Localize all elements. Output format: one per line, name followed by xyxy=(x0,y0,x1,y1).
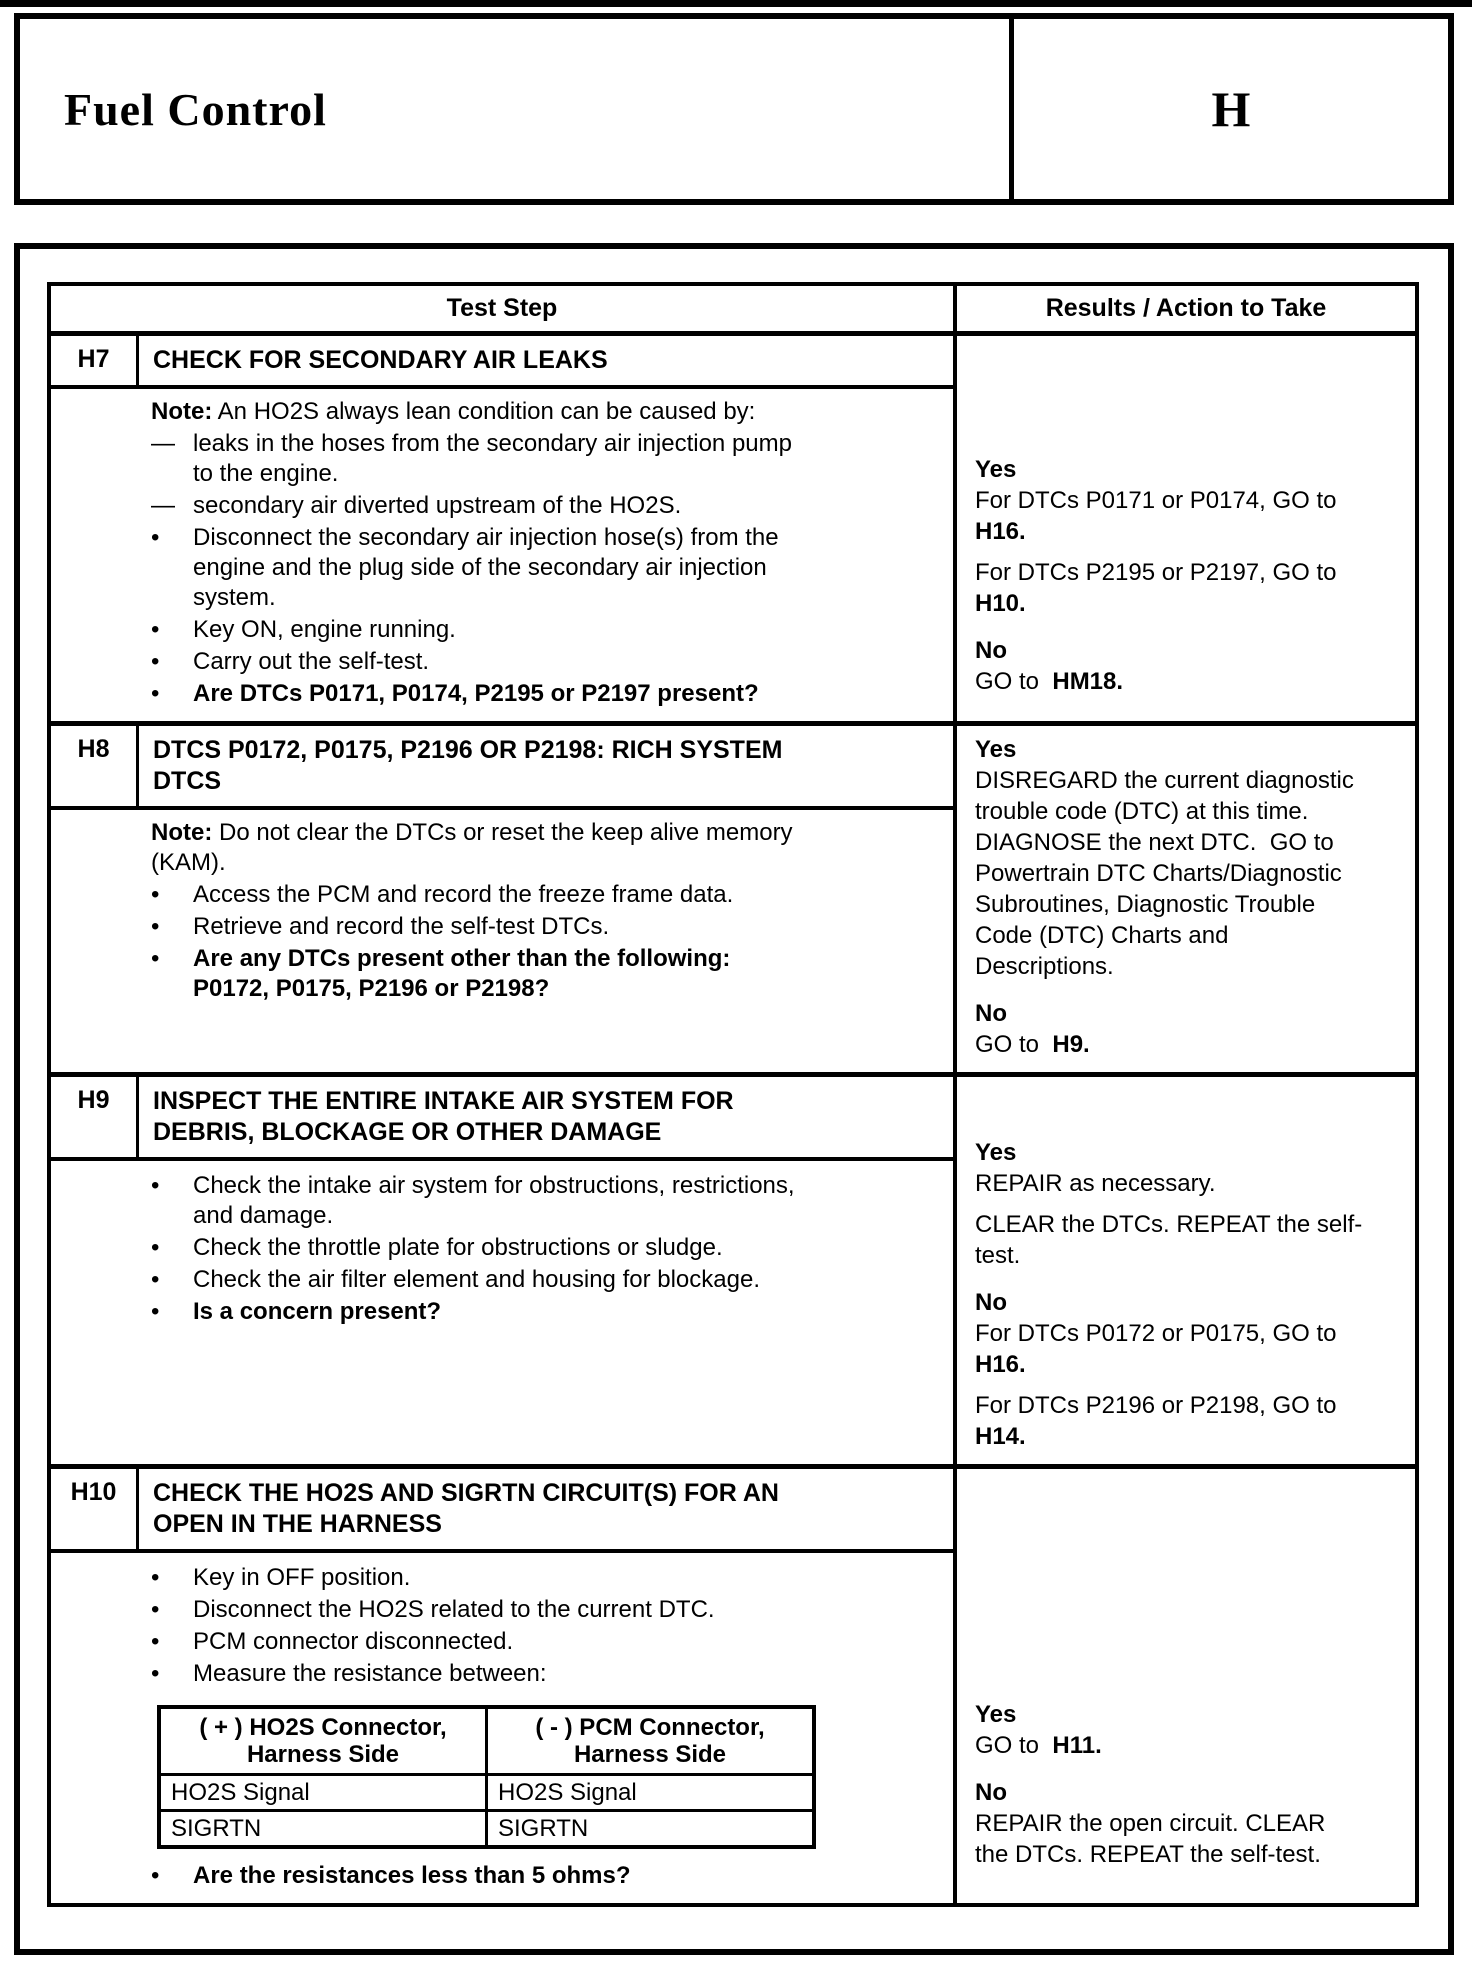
result-text: GO to xyxy=(975,1732,1053,1759)
result-group xyxy=(975,1777,1363,1870)
step-test-column xyxy=(51,726,957,1072)
item-text: Disconnect the HO2S related to the current DTC. xyxy=(193,1596,715,1623)
bullet-item xyxy=(151,647,953,677)
scan-edge-strip xyxy=(0,0,1472,7)
item-text: Measure the resistance between: xyxy=(193,1660,547,1687)
bullet-item xyxy=(151,944,953,1004)
bullet-marker: • xyxy=(151,616,160,643)
item-text: Are any DTCs present other than the following: P0172, P0175, P2196 or P2198? xyxy=(193,945,731,1002)
step-title: CHECK THE HO2S AND SIGRTN CIRCUIT(S) FOR AN OPEN IN THE HARNESS xyxy=(153,1479,779,1538)
pin-table-cell: SIGRTN xyxy=(487,1811,815,1848)
result-verdict: Yes xyxy=(975,1139,1017,1166)
step-test-column xyxy=(51,1077,957,1464)
pin-table-row xyxy=(159,1775,814,1811)
item-text: Check the throttle plate for obstructions or sludge. xyxy=(193,1234,723,1261)
step-row xyxy=(51,1464,1415,1903)
note-label: Note: xyxy=(151,398,213,425)
item-text: Key in OFF position. xyxy=(193,1564,411,1591)
step-body xyxy=(51,1553,953,1903)
bullet-item xyxy=(151,1595,953,1625)
step-number: H9 xyxy=(51,1077,139,1157)
bullet-marker: • xyxy=(151,1862,160,1889)
note-item: Note: An HO2S always lean condition can be caused by: xyxy=(151,398,756,425)
page-title: Fuel Control xyxy=(64,83,327,135)
bullet-item xyxy=(151,1265,953,1295)
result-group xyxy=(975,1699,1363,1761)
result-paragraph xyxy=(975,666,1363,697)
bullet-item xyxy=(151,679,953,709)
result-verdict: Yes xyxy=(975,456,1017,483)
note-item: Note: Do not clear the DTCs or reset the keep alive memory (KAM). xyxy=(151,819,793,876)
step-body xyxy=(51,810,953,1016)
item-text: Check the air filter element and housing for blockage. xyxy=(193,1266,760,1293)
result-text: For DTCs P0172 or P0175, GO to xyxy=(975,1320,1337,1347)
result-text: H10. xyxy=(975,590,1026,617)
item-text: secondary air diverted upstream of the HO2S. xyxy=(193,492,682,519)
dash-item xyxy=(151,429,953,489)
dash-marker: — xyxy=(151,492,175,519)
result-text: DISREGARD the current diagnostic trouble code (DTC) at this time. DIAGNOSE the next DTC. GO to Powertrain DTC Charts/Diagnostic Subroutines, Diagnostic Trouble Code (DTC) Charts and Descriptions. xyxy=(975,767,1354,980)
bullet-marker: • xyxy=(151,1564,160,1591)
result-text: For DTCs P2195 or P2197, GO to xyxy=(975,559,1337,586)
pin-table xyxy=(157,1705,816,1849)
result-text: H16. xyxy=(975,1351,1026,1378)
result-paragraph xyxy=(975,1730,1363,1761)
section-letter: H xyxy=(1009,19,1448,199)
bullet-item xyxy=(151,1171,953,1231)
step-results xyxy=(957,336,1415,721)
step-title: DTCS P0172, P0175, P2196 OR P2198: RICH SYSTEM DTCS xyxy=(153,736,783,795)
result-text: H11. xyxy=(1052,1732,1102,1759)
step-row xyxy=(51,1072,1415,1464)
result-text: For DTCs P0171 or P0174, GO to xyxy=(975,487,1337,514)
item-text: Is a concern present? xyxy=(193,1298,442,1325)
result-text: H14. xyxy=(975,1423,1026,1450)
bullet-item xyxy=(151,912,953,942)
pin-table-cell: HO2S Signal xyxy=(159,1775,487,1811)
result-group xyxy=(975,454,1363,619)
step-title: INSPECT THE ENTIRE INTAKE AIR SYSTEM FOR DEBRIS, BLOCKAGE OR OTHER DAMAGE xyxy=(153,1087,734,1146)
step-results xyxy=(957,1469,1415,1903)
item-text: Are the resistances less than 5 ohms? xyxy=(193,1862,631,1889)
step-row xyxy=(51,721,1415,1072)
result-group xyxy=(975,1137,1363,1271)
result-text: H16. xyxy=(975,518,1026,545)
pin-table-cell: SIGRTN xyxy=(159,1811,487,1848)
bullet-marker: • xyxy=(151,1596,160,1623)
result-group xyxy=(975,998,1363,1060)
result-group xyxy=(975,734,1363,982)
result-paragraph xyxy=(975,765,1363,982)
step-title: CHECK FOR SECONDARY AIR LEAKS xyxy=(153,346,608,374)
result-verdict: No xyxy=(975,1289,1007,1316)
pin-table-header-row xyxy=(159,1707,814,1775)
result-text: For DTCs P2196 or P2198, GO to xyxy=(975,1392,1337,1419)
item-text: Key ON, engine running. xyxy=(193,616,456,643)
item-text: Check the intake air system for obstructions, restrictions, and damage. xyxy=(193,1172,795,1229)
bullet-marker: • xyxy=(151,680,160,707)
result-verdict: Yes xyxy=(975,736,1017,763)
step-number: H10 xyxy=(51,1469,139,1549)
bullet-marker: • xyxy=(151,1172,160,1199)
step-test-column xyxy=(51,1469,957,1903)
step-results xyxy=(957,1077,1415,1464)
bullet-item xyxy=(151,1659,953,1689)
step-number: H8 xyxy=(51,726,139,806)
result-text: GO to xyxy=(975,1031,1053,1058)
result-text: REPAIR the open circuit. CLEAR the DTCs. REPEAT the self-test. xyxy=(975,1810,1326,1868)
bullet-marker: • xyxy=(151,648,160,675)
result-paragraph xyxy=(975,1168,1363,1199)
bullet-item xyxy=(151,1233,953,1263)
step-title-row xyxy=(51,336,953,389)
document-header xyxy=(14,13,1454,205)
pin-table-header-cell: ( + ) HO2S Connector, Harness Side xyxy=(159,1707,487,1775)
result-group xyxy=(975,635,1363,697)
step-test-column xyxy=(51,336,957,721)
item-text: Disconnect the secondary air injection hose(s) from the engine and the plug side of the secondary air injection system. xyxy=(193,524,779,611)
result-paragraph xyxy=(975,557,1363,619)
column-header-test-step: Test Step xyxy=(51,286,957,331)
step-number: H7 xyxy=(51,336,139,385)
bullet-item xyxy=(151,1861,953,1891)
dash-item xyxy=(151,491,953,521)
result-text: H9. xyxy=(1052,1031,1090,1058)
item-text: Carry out the self-test. xyxy=(193,648,430,675)
bullet-marker: • xyxy=(151,1234,160,1261)
bullet-item xyxy=(151,615,953,645)
step-title-row xyxy=(51,1469,953,1553)
bullet-marker: • xyxy=(151,1298,160,1325)
bullet-marker: • xyxy=(151,524,160,551)
item-text: Access the PCM and record the freeze frame data. xyxy=(193,881,734,908)
result-text: HM18. xyxy=(1052,668,1124,695)
bullet-marker: • xyxy=(151,1266,160,1293)
result-group xyxy=(975,1287,1363,1452)
step-results xyxy=(957,726,1415,1072)
result-paragraph xyxy=(975,1209,1363,1271)
step-body xyxy=(51,1161,953,1339)
result-paragraph xyxy=(975,1029,1363,1060)
note-label: Note: xyxy=(151,819,213,846)
step-row xyxy=(51,336,1415,721)
result-verdict: No xyxy=(975,1779,1007,1806)
result-text: CLEAR the DTCs. REPEAT the self-test. xyxy=(975,1211,1363,1269)
pin-table-header-cell: ( - ) PCM Connector, Harness Side xyxy=(487,1707,815,1775)
dash-marker: — xyxy=(151,430,175,457)
bullet-marker: • xyxy=(151,945,160,972)
bullet-marker: • xyxy=(151,881,160,908)
result-verdict: No xyxy=(975,1000,1007,1027)
pin-table-row xyxy=(159,1811,814,1848)
diagnostic-table xyxy=(47,282,1419,1907)
step-body xyxy=(51,389,953,721)
result-paragraph xyxy=(975,485,1363,547)
result-verdict: No xyxy=(975,637,1007,664)
bullet-item xyxy=(151,1297,953,1327)
bullet-item xyxy=(151,523,953,613)
result-paragraph xyxy=(975,1318,1363,1380)
pin-table-cell: HO2S Signal xyxy=(487,1775,815,1811)
bullet-item xyxy=(151,1627,953,1657)
step-title-row xyxy=(51,1077,953,1161)
item-text: PCM connector disconnected. xyxy=(193,1628,514,1655)
result-paragraph xyxy=(975,1390,1363,1452)
bullet-marker: • xyxy=(151,1660,160,1687)
item-text: leaks in the hoses from the secondary air injection pump to the engine. xyxy=(193,430,792,487)
item-text: Retrieve and record the self-test DTCs. xyxy=(193,913,610,940)
item-text: Are DTCs P0171, P0174, P2195 or P2197 present? xyxy=(193,680,759,707)
bullet-marker: • xyxy=(151,1628,160,1655)
bullet-item xyxy=(151,880,953,910)
result-text: REPAIR as necessary. xyxy=(975,1170,1216,1197)
bullet-item xyxy=(151,1563,953,1593)
result-verdict: Yes xyxy=(975,1701,1017,1728)
step-title-row xyxy=(51,726,953,810)
pinpoint-test-frame xyxy=(14,243,1454,1955)
steps-container xyxy=(51,336,1415,1903)
table-header-row xyxy=(51,286,1415,336)
column-header-results: Results / Action to Take xyxy=(1045,294,1327,322)
result-paragraph xyxy=(975,1808,1363,1870)
bullet-marker: • xyxy=(151,913,160,940)
result-text: GO to xyxy=(975,668,1053,695)
